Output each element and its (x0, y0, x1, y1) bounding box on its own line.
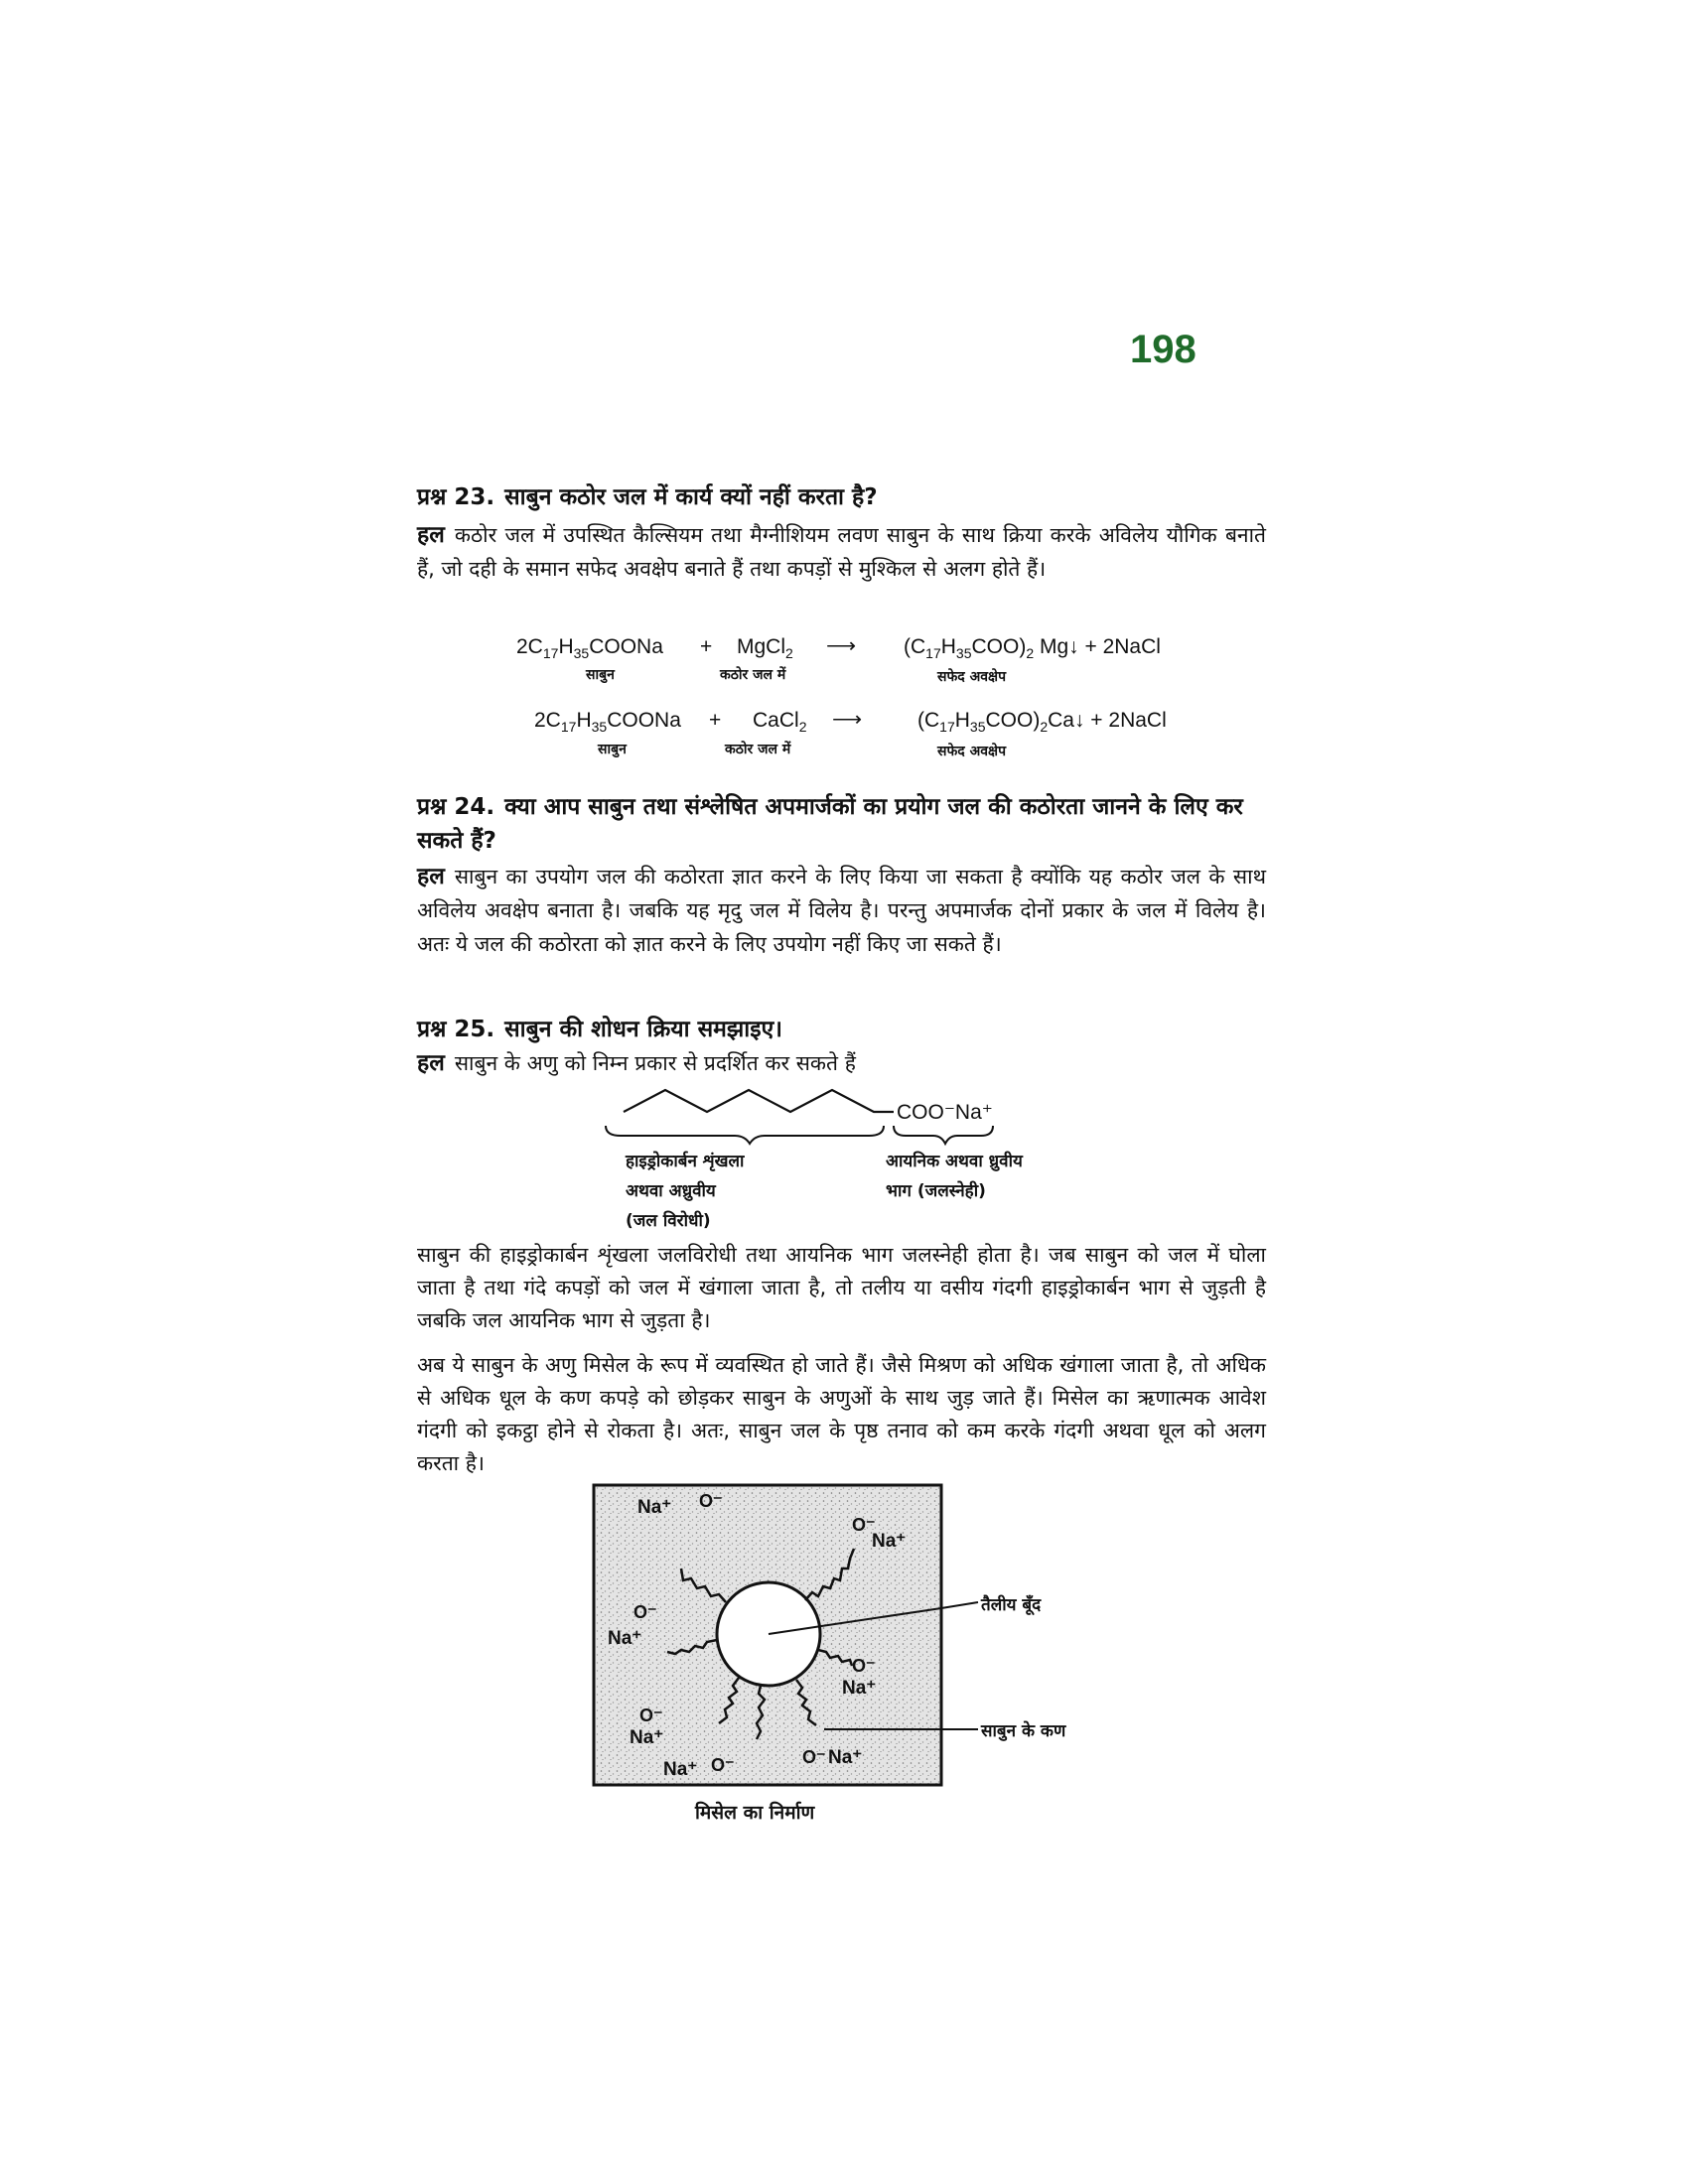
equation-plus: + (700, 635, 713, 658)
equation-reactant-1: $2C_{17}H_{35}COONa$ (516, 635, 663, 662)
carboxylate-ion: O⁻ (852, 1656, 876, 1676)
question-text: क्या आप साबुन तथा संश्लेषित अपमार्जकों का प्रयोग जल की कठोरता जानने के लिए कर सकते हैं? (417, 794, 1243, 854)
answer-text: कठोर जल में उपस्थित कैल्सियम तथा मैग्नीशियम लवण साबुन के साथ क्रिया करके अविलेय यौगिक बनाते हैं, जो दही के समान सफेद अवक्षेप बनाते हैं तथा कपड़ों से मुश्किल से अलग होते हैं। (417, 523, 1266, 581)
equation-2 (534, 709, 1229, 768)
answer-25 (417, 1046, 1266, 1080)
question-23-heading (417, 480, 1266, 514)
answer-23 (417, 518, 1266, 586)
tail-label-line: हाइड्रोकार्बन शृंखला (626, 1152, 745, 1171)
hal-label: हल (417, 864, 445, 889)
head-label-line: आयनिक अथवा ध्रुवीय (886, 1152, 1023, 1171)
head-brace (894, 1126, 993, 1144)
carboxylate-ion: O⁻ (852, 1515, 876, 1535)
carboxylate-ion: O⁻ (699, 1491, 723, 1511)
paragraph-1: साबुन की हाइड्रोकार्बन शृंखला जलविरोधी तथा आयनिक भाग जलस्नेही होता है। जब साबुन को जल में घोला जाता है तथा गंदे कपड़ों को जल में खंगाला जाता है, तो तलीय या वसीय गंदगी हाइड्रोकार्बन भाग से जुड़ती है जबकि जल आयनिक भाग से जुड़ता है। (417, 1243, 1266, 1332)
answer-text: साबुन के अणु को निम्न प्रकार से प्रदर्शित कर सकते हैं (454, 1051, 856, 1075)
tail-label-line: अथवा अध्रुवीय (626, 1181, 716, 1201)
label-soap: साबुन (598, 742, 627, 757)
label-hard-water: कठोर जल में (720, 667, 786, 683)
question-text: साबुन कठोर जल में कार्य क्यों नहीं करता है? (504, 484, 878, 510)
tail-brace (606, 1126, 884, 1144)
oil-drop-label: तैलीय बूँद (981, 1595, 1042, 1615)
figure-leaders (814, 1588, 993, 1747)
sodium-ion: Na⁺ (637, 1497, 672, 1518)
carboxylate-ion: O⁻ (802, 1747, 826, 1767)
reaction-arrow: ⟶ (832, 708, 863, 731)
equation-product: $(C_{17}H_{35}COO)_2Ca↓$ + 2NaCl (917, 709, 1167, 736)
sodium-ion: Na⁺ (663, 1759, 698, 1780)
sodium-ion: Na⁺ (872, 1531, 907, 1552)
paragraph-2: अब ये साबुन के अणु मिसेल के रूप में व्यवस्थित हो जाते हैं। जैसे मिश्रण को अधिक खंगाला जाता है, तो अधिक से अधिक धूल के कण कपड़े को छोड़कर साबुन के अणुओं के साथ जुड़ जाते हैं। मिसेल का ऋणात्मक आवेश गंदगी को इकट्ठा होने से रोकता है। अतः, साबुन जल के पृष्ठ तनाव को कम करके गंदगी अथवा धूल को अलग करता है। (417, 1353, 1266, 1475)
head-label-line: भाग (जलस्नेही) (886, 1181, 986, 1201)
sodium-ion: Na⁺ (842, 1678, 877, 1699)
equation-reactant-2: CaCl$_2$ (753, 709, 807, 736)
carboxylate-ion: O⁻ (633, 1602, 657, 1622)
sodium-ion: Na⁺ (630, 1727, 664, 1748)
equation-reactant-2: MgCl$_2$ (737, 635, 793, 662)
label-soap: साबुन (586, 667, 615, 683)
question-25-heading (417, 1013, 1266, 1046)
equation-reactant-1: $2C_{17}H_{35}COONa$ (534, 709, 681, 736)
label-hard-water: कठोर जल में (725, 742, 791, 757)
question-25 (417, 1013, 1266, 1080)
ionic-head: COO⁻Na⁺ (897, 1101, 993, 1124)
equation-1 (516, 635, 1211, 695)
soap-particle-label: साबुन के कण (981, 1721, 1066, 1741)
question-24-heading (417, 790, 1266, 858)
explanation (417, 1239, 1266, 1480)
label-white-precipitate: सफेद अवक्षेप (937, 744, 1007, 759)
question-number: प्रश्न 25. (417, 1017, 495, 1042)
answer-24 (417, 860, 1266, 961)
reaction-arrow: ⟶ (826, 634, 857, 657)
question-text: साबुन की शोधन क्रिया समझाइए। (504, 1017, 782, 1042)
figure-caption: मिसेल का निर्माण (695, 1802, 815, 1824)
question-24 (417, 790, 1266, 961)
tail-label-line: (जल विरोधी) (626, 1211, 711, 1231)
head-label (886, 1147, 1023, 1206)
sodium-ion: Na⁺ (608, 1628, 642, 1649)
oil-drop-leader (941, 1602, 978, 1608)
question-number: प्रश्न 23. (417, 484, 495, 510)
hal-label: हल (417, 1050, 445, 1076)
label-white-precipitate: सफेद अवक्षेप (937, 669, 1007, 685)
page-number: 198 (1130, 328, 1196, 371)
soap-molecule-diagram (596, 1082, 1053, 1152)
question-23 (417, 480, 1266, 586)
sodium-ion: Na⁺ (828, 1747, 863, 1768)
tail-label (626, 1147, 744, 1236)
hal-label: हल (417, 522, 445, 548)
carboxylate-ion: O⁻ (639, 1706, 663, 1725)
hydrocarbon-chain (624, 1090, 894, 1112)
equation-plus: + (709, 709, 722, 732)
carboxylate-ion: O⁻ (711, 1755, 735, 1775)
answer-text: साबुन का उपयोग जल की कठोरता ज्ञात करने के लिए किया जा सकता है क्योंकि यह कठोर जल के साथ अविलेय अवक्षेप बनाता है। जबकि यह मृदु जल में विलेय है। परन्तु अपमार्जक दोनों प्रकार के जल में विलेय है। अतः ये जल की कठोरता को ज्ञात करने के लिए उपयोग नहीं किए जा सकते हैं। (417, 865, 1266, 956)
question-number: प्रश्न 24. (417, 794, 495, 820)
equation-product: $(C_{17}H_{35}COO)_2$ Mg↓ + 2NaCl (904, 635, 1161, 662)
